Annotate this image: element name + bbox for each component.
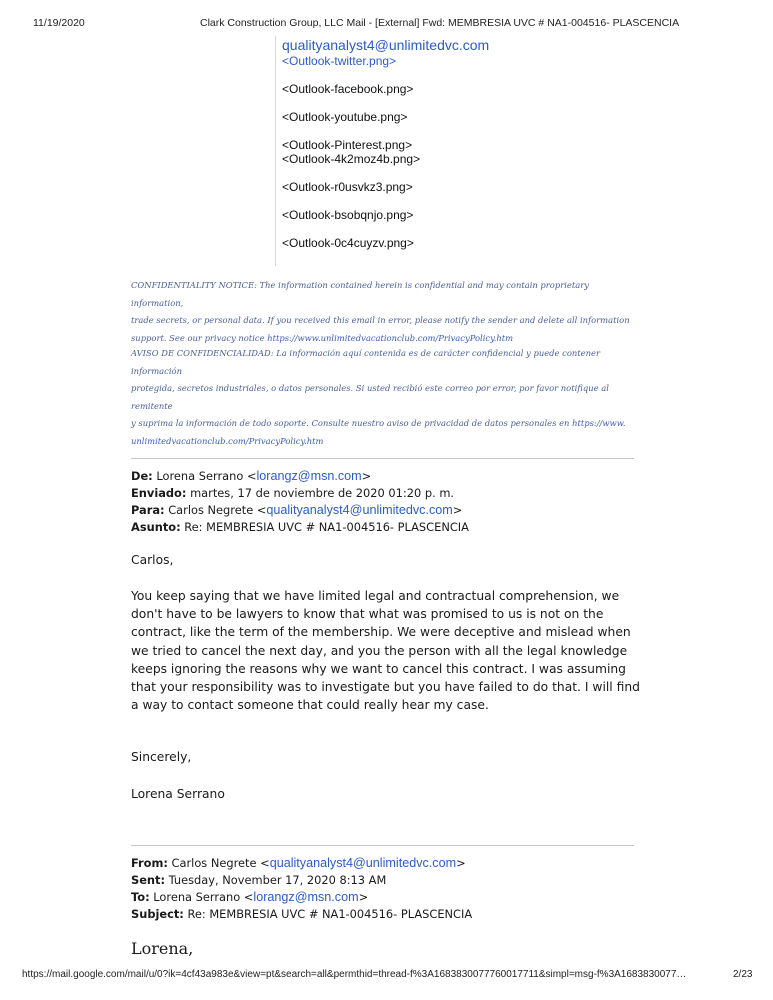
signature-block <box>275 36 489 266</box>
bracket: > <box>361 469 372 483</box>
signature-image-youtube: <Outlook-youtube.png> <box>282 110 408 124</box>
notice-es-line: AVISO DE CONFIDENCIALIDAD: La información aquí contenida es de carácter confidencial y puede contener información <box>131 348 600 376</box>
body-line: You keep saying that we have limited legal and contractual comprehension, we <box>131 589 620 603</box>
subject-value: Re: MEMBRESIA UVC # NA1-004516- PLASCENCIA <box>187 907 473 921</box>
subject-label: Subject: <box>131 907 184 921</box>
from-email-link[interactable]: lorangz@msn.com <box>256 469 362 483</box>
to-label: To: <box>131 890 150 904</box>
sent-value: Tuesday, November 17, 2020 8:13 AM <box>168 873 387 887</box>
from-name: Lorena Serrano < <box>156 469 257 483</box>
signature-image-twitter[interactable]: <Outlook-twitter.png> <box>282 54 397 68</box>
message-header-en <box>131 855 472 923</box>
body-line: don't have to be lawyers to know that what was promised to us is not on the <box>131 607 604 622</box>
notice-en-text: support. See our privacy notice <box>131 332 268 343</box>
notice-es-line: protegida, secretos industriales, o datos personales. Si usted recibió este correo por error, por favor notifique al remitente <box>131 383 609 411</box>
from-label: De: <box>131 469 153 483</box>
from-name: Carlos Negrete < <box>171 856 270 870</box>
privacy-policy-link-es-cont[interactable]: unlimitedvacationclub.com/PrivacyPolicy.htm <box>131 435 324 446</box>
from-email-link[interactable]: qualityanalyst4@unlimitedvc.com <box>269 856 457 870</box>
confidentiality-notice-en <box>131 277 641 347</box>
header-to-row <box>131 502 469 519</box>
to-email-link[interactable]: qualityanalyst4@unlimitedvc.com <box>266 503 453 517</box>
notice-es-text: y suprima la información de todo soporte. Consulte nuestro aviso de privacidad de datos personales en <box>131 418 573 428</box>
message-separator <box>131 845 634 846</box>
signature-image-0c4cuyzv: <Outlook-0c4cuyzv.png> <box>282 236 414 250</box>
sender-signature: Lorena Serrano <box>131 787 225 801</box>
sent-label: Sent: <box>131 873 166 887</box>
print-date: 11/19/2020 <box>33 17 85 29</box>
body-line: a way to contact someone that could really hear my case. <box>131 698 489 713</box>
print-footer-url: https://mail.google.com/mail/u/0?ik=4cf43a983e&view=pt&search=all&permthid=thread-f%3A1683830077760017711&simpl=msg-f%3A1683830077… <box>22 969 687 980</box>
signature-email-link[interactable]: qualityanalyst4@unlimitedvc.com <box>282 37 490 53</box>
page-number: 2/23 <box>733 969 753 980</box>
body-line: keeps ignoring the reasons why we want to cancel this contract. I was assuming <box>131 661 626 676</box>
signature-image-bsobqnjo: <Outlook-bsobqnjo.png> <box>282 208 414 222</box>
closing: Sincerely, <box>131 750 192 764</box>
notice-en-line: trade secrets, or personal data. If you received this email in error, please notify the sender and delete all information <box>131 315 630 325</box>
signature-image-r0usvkz3: <Outlook-r0usvkz3.png> <box>282 180 413 194</box>
header-to-row <box>131 889 472 906</box>
to-label: Para: <box>131 503 165 517</box>
header-sent-row <box>131 485 469 502</box>
bracket: > <box>452 503 463 517</box>
bracket: > <box>358 890 369 904</box>
signature-image-facebook: <Outlook-facebook.png> <box>282 82 414 96</box>
message-body <box>131 587 651 714</box>
to-email-link[interactable]: lorangz@msn.com <box>253 890 359 904</box>
header-sent-row <box>131 872 472 889</box>
notice-en-line: CONFIDENTIALITY NOTICE: The information contained herein is confidential and may contain proprietary information, <box>131 280 589 308</box>
message-header-es <box>131 468 469 536</box>
confidentiality-notice-es <box>131 345 641 450</box>
greeting: Carlos, <box>131 553 174 567</box>
notice-es-line <box>131 415 641 433</box>
header-subject-row <box>131 519 469 536</box>
bracket: > <box>456 856 466 870</box>
subject-label: Asunto: <box>131 520 181 534</box>
body-line: contract, like the term of the membership. We were deceptive and mislead when <box>131 625 631 640</box>
body-line: we tried to cancel the next day, and you the person with all the legal knowledge <box>131 643 628 658</box>
greeting-en: Lorena, <box>131 939 194 958</box>
sent-label: Enviado: <box>131 486 187 500</box>
header-from-row <box>131 468 469 485</box>
subject-value: Re: MEMBRESIA UVC # NA1-004516- PLASCENCIA <box>184 520 469 534</box>
sent-value: martes, 17 de noviembre de 2020 01:20 p. m. <box>190 486 455 500</box>
message-separator <box>131 458 634 459</box>
body-line: that your responsibility was to investigate but you have failed to do that. I will find <box>131 680 640 695</box>
from-label: From: <box>131 856 168 870</box>
header-from-row <box>131 855 472 872</box>
signature-image-pinterest: <Outlook-Pinterest.png> <box>282 138 413 152</box>
privacy-policy-link-es[interactable]: https://www. <box>572 418 626 428</box>
to-name: Lorena Serrano < <box>153 890 254 904</box>
signature-image-4k2moz4b: <Outlook-4k2moz4b.png> <box>282 152 421 166</box>
privacy-policy-link-en[interactable]: https://www.unlimitedvacationclub.com/PrivacyPolicy.htm <box>267 332 514 343</box>
print-title: Clark Construction Group, LLC Mail - [External] Fwd: MEMBRESIA UVC # NA1-004516- PLASCENCIA <box>200 17 680 29</box>
header-subject-row <box>131 906 472 923</box>
to-name: Carlos Negrete < <box>168 503 267 517</box>
